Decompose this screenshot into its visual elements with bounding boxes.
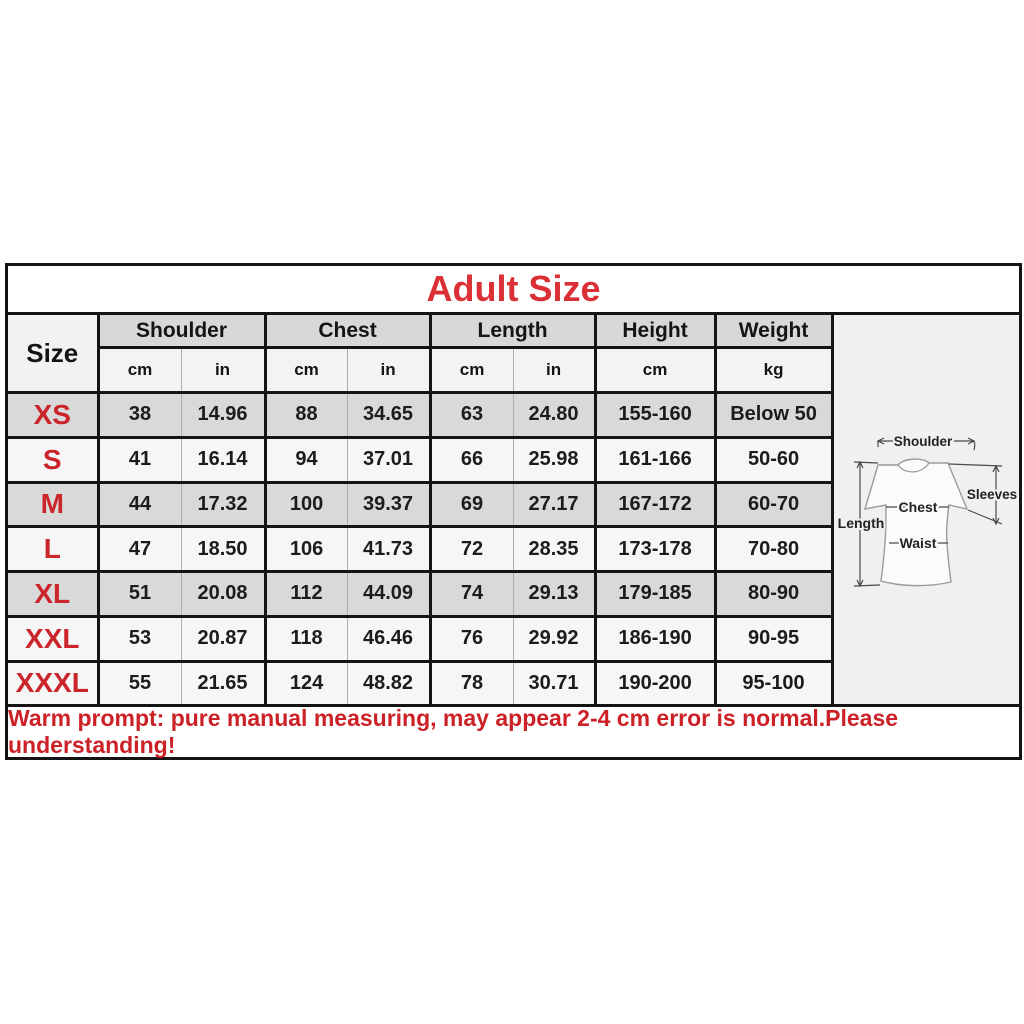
table-row: [8, 437, 832, 482]
size-value: 69: [430, 482, 513, 527]
size-value: 100: [265, 482, 347, 527]
unit-length-cm: cm: [430, 348, 513, 393]
header-row-groups: [8, 315, 832, 348]
size-label: XS: [8, 393, 98, 438]
size-value: 76: [430, 616, 513, 661]
diagram-label-sleeves: Sleeves: [966, 487, 1017, 502]
size-value: 28.35: [513, 527, 595, 572]
size-value: 66: [430, 437, 513, 482]
size-label: XXXL: [8, 661, 98, 704]
warning-row: [8, 704, 1019, 757]
unit-chest-in: in: [347, 348, 430, 393]
col-header-size: Size: [8, 315, 98, 393]
diagram-label-waist: Waist: [899, 535, 936, 551]
size-value: 55: [98, 661, 181, 704]
warning-note: Warm prompt: pure manual measuring, may appear 2-4 cm error is normal.Please understanding!: [8, 705, 899, 758]
size-value: 29.92: [513, 616, 595, 661]
size-value: 161-166: [595, 437, 715, 482]
unit-length-in: in: [513, 348, 595, 393]
size-value: 95-100: [715, 661, 832, 704]
size-value: 106: [265, 527, 347, 572]
size-value: 118: [265, 616, 347, 661]
unit-weight-kg: kg: [715, 348, 832, 393]
size-value: 50-60: [715, 437, 832, 482]
size-value: 34.65: [347, 393, 430, 438]
size-value: 51: [98, 572, 181, 617]
col-header-length: Length: [430, 315, 595, 348]
unit-chest-cm: cm: [265, 348, 347, 393]
size-value: 88: [265, 393, 347, 438]
size-value: 74: [430, 572, 513, 617]
table-row: [8, 572, 832, 617]
size-value: 29.13: [513, 572, 595, 617]
size-value: 94: [265, 437, 347, 482]
size-value: 38: [98, 393, 181, 438]
size-value: 124: [265, 661, 347, 704]
size-value: 72: [430, 527, 513, 572]
title-row: [8, 266, 1019, 315]
unit-height-cm: cm: [595, 348, 715, 393]
size-value: 47: [98, 527, 181, 572]
size-value: 20.08: [181, 572, 265, 617]
size-label: M: [8, 482, 98, 527]
size-value: 18.50: [181, 527, 265, 572]
size-value: 20.87: [181, 616, 265, 661]
size-value: 167-172: [595, 482, 715, 527]
size-value: 179-185: [595, 572, 715, 617]
size-value: 60-70: [715, 482, 832, 527]
size-value: 27.17: [513, 482, 595, 527]
size-value: 41.73: [347, 527, 430, 572]
header-row-units: [8, 348, 832, 393]
col-header-weight: Weight: [715, 315, 832, 348]
col-header-chest: Chest: [265, 315, 430, 348]
size-value: 44: [98, 482, 181, 527]
size-value: 78: [430, 661, 513, 704]
size-value: 30.71: [513, 661, 595, 704]
size-label: S: [8, 437, 98, 482]
size-value: 16.14: [181, 437, 265, 482]
diagram-label-shoulder: Shoulder: [893, 434, 952, 449]
table-row: [8, 482, 832, 527]
col-header-height: Height: [595, 315, 715, 348]
diagram-label-length: Length: [837, 515, 884, 531]
measurement-diagram-panel: [834, 315, 1019, 704]
size-value: 190-200: [595, 661, 715, 704]
size-value: 24.80: [513, 393, 595, 438]
size-value: 173-178: [595, 527, 715, 572]
size-label: XXL: [8, 616, 98, 661]
diagram-label-chest: Chest: [898, 499, 937, 515]
size-value: 48.82: [347, 661, 430, 704]
size-value: 80-90: [715, 572, 832, 617]
table-row: [8, 393, 832, 438]
size-value: 63: [430, 393, 513, 438]
tshirt-diagram: [834, 419, 1024, 619]
size-label: L: [8, 527, 98, 572]
col-header-shoulder: Shoulder: [98, 315, 265, 348]
size-chart-card: [5, 263, 1022, 760]
size-value: 186-190: [595, 616, 715, 661]
size-value: Below 50: [715, 393, 832, 438]
size-value: 112: [265, 572, 347, 617]
size-table: [8, 315, 834, 704]
table-row: [8, 616, 832, 661]
size-value: 70-80: [715, 527, 832, 572]
table-row: [8, 661, 832, 704]
size-value: 155-160: [595, 393, 715, 438]
size-value: 53: [98, 616, 181, 661]
size-value: 17.32: [181, 482, 265, 527]
size-value: 25.98: [513, 437, 595, 482]
size-value: 14.96: [181, 393, 265, 438]
content-row: [8, 315, 1019, 704]
size-value: 41: [98, 437, 181, 482]
size-value: 37.01: [347, 437, 430, 482]
unit-shoulder-cm: cm: [98, 348, 181, 393]
size-value: 46.46: [347, 616, 430, 661]
table-row: [8, 527, 832, 572]
size-value: 39.37: [347, 482, 430, 527]
size-label: XL: [8, 572, 98, 617]
chart-title: Adult Size: [426, 268, 601, 309]
size-value: 21.65: [181, 661, 265, 704]
unit-shoulder-in: in: [181, 348, 265, 393]
size-value: 90-95: [715, 616, 832, 661]
size-value: 44.09: [347, 572, 430, 617]
